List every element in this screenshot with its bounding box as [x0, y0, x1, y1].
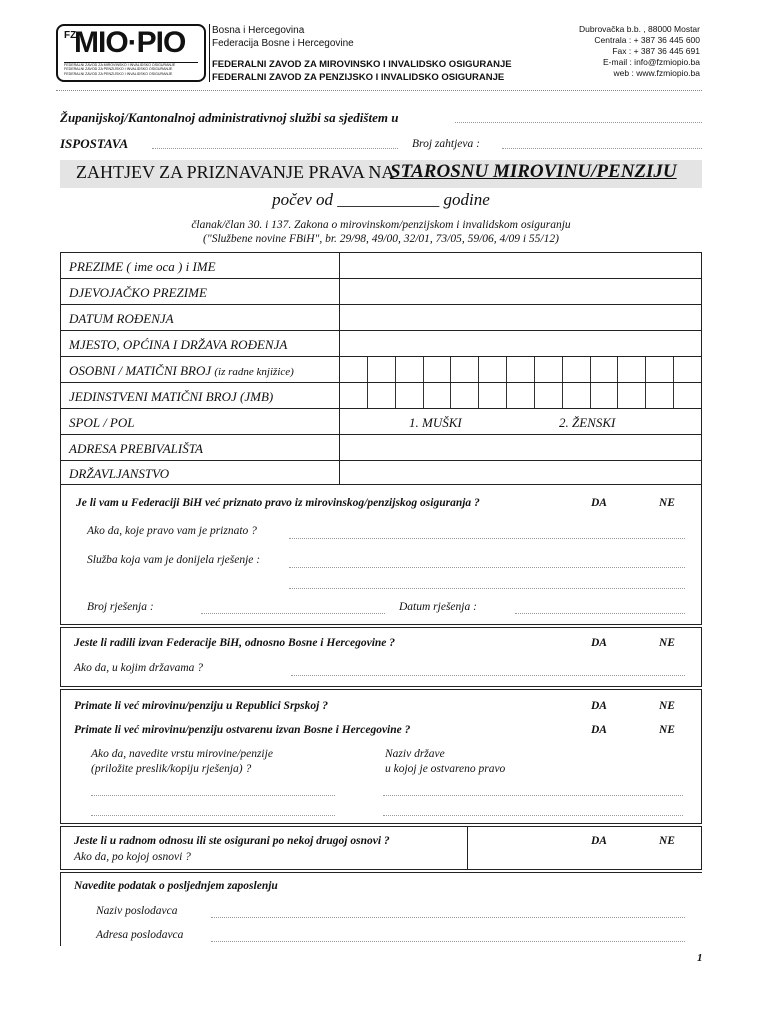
pension-state-field-2[interactable] [383, 815, 683, 816]
header-institute-1: FEDERALNI ZAVOD ZA MIROVINSKO I INVALIDSKO OSIGURANJE [212, 59, 512, 70]
employment-question: Jeste li u radnom odnosu ili ste osigurani po nekoj drugoj osnovi ? [74, 835, 390, 847]
row-id-number [61, 357, 701, 383]
ispostava-field[interactable] [152, 148, 398, 149]
work-abroad-no[interactable]: NE [659, 637, 675, 649]
page-number: 1 [697, 952, 703, 964]
pension-state-field-1[interactable] [383, 795, 683, 796]
institution-logo [56, 24, 206, 82]
row-citizenship[interactable] [61, 460, 701, 486]
pension-outside-no[interactable]: NE [659, 724, 675, 736]
request-number-field[interactable] [502, 148, 702, 149]
existing-rights-yes[interactable]: DA [591, 497, 607, 509]
header-rule [56, 90, 702, 91]
employer-address-label: Adresa poslodavca [96, 929, 184, 941]
logo-small-line-3: FEDERALNI ZAVOD ZA PENZIJSKO I INVALIDSKO OSIGURANJE [64, 72, 173, 76]
birth-date-label: DATUM ROĐENJA [69, 311, 174, 326]
header-institute-2: FEDERALNI ZAVOD ZA PENZIJSKO I INVALIDSKO OSIGURANJE [212, 72, 505, 83]
header-country: Bosna i Hercegovina [212, 25, 305, 36]
which-right-field[interactable] [289, 538, 685, 539]
pension-outside-yes[interactable]: DA [591, 724, 607, 736]
logo-prefix: FZ [64, 30, 77, 41]
section-existing-rights [60, 485, 702, 625]
birth-place-label: MJESTO, OPĆINA I DRŽAVA ROĐENJA [69, 337, 288, 352]
work-abroad-question: Jeste li radili izvan Federacije BiH, odnosno Bosne i Hercegovine ? [74, 637, 396, 649]
service-field-2[interactable] [289, 588, 685, 589]
pension-rs-no[interactable]: NE [659, 700, 675, 712]
logo-small-line-2: FEDERALNI ZAVOD ZA PENZIJSKO I INVALIDSKO OSIGURANJE [64, 67, 173, 71]
residence-label: ADRESA PREBIVALIŠTA [69, 441, 203, 456]
row-maiden-name[interactable] [61, 279, 701, 305]
row-residence[interactable] [61, 435, 701, 461]
employer-name-field[interactable] [211, 917, 685, 918]
existing-rights-question: Je li vam u Federaciji BiH već priznato pravo iz mirovinskog/penzijskog osiguranja ? [76, 497, 480, 509]
sex-label: SPOL / POL [69, 415, 135, 430]
logo-text: MIO·PIO [74, 26, 186, 59]
row-birth-place[interactable] [61, 331, 701, 357]
last-employment-title: Navedite podatak o posljednjem zaposlenju [74, 880, 278, 892]
header-phone: Centrala : + 387 36 445 600 [594, 35, 700, 45]
sex-option-male[interactable]: 1. MUŠKI [409, 415, 462, 430]
decision-number-label: Broj rješenja : [87, 601, 154, 613]
countries-field[interactable] [291, 675, 685, 676]
title-prefix: ZAHTJEV ZA PRIZNAVANJE PRAVA NA [76, 162, 395, 182]
which-right-label: Ako da, koje pravo vam je priznato ? [87, 525, 257, 537]
pension-outside-question: Primate li već mirovinu/penziju ostvarenu izvan Bosne i Hercegovine ? [74, 724, 411, 736]
employer-address-field[interactable] [211, 941, 685, 942]
pension-rs-yes[interactable]: DA [591, 700, 607, 712]
employment-yes[interactable]: DA [591, 835, 607, 847]
service-field-1[interactable] [289, 567, 685, 568]
title-banner [60, 160, 702, 188]
header-fax: Fax : + 387 36 445 691 [612, 46, 700, 56]
section-last-employment [60, 872, 702, 946]
law-reference-2: ("Službene novine FBiH", br. 29/98, 49/00, 32/01, 73/05, 59/06, 4/09 i 55/12) [203, 233, 559, 245]
request-number-label: Broj zahtjeva : [412, 138, 480, 150]
law-reference-1: članak/član 30. i 137. Zakona o mirovinskom/penzijskom i invalidskom osiguranju [191, 219, 571, 231]
countries-label: Ako da, u kojim državama ? [74, 662, 204, 674]
service-label: Služba koja vam je donijela rješenje : [87, 554, 261, 566]
id-number-cells[interactable] [340, 357, 701, 382]
work-abroad-yes[interactable]: DA [591, 637, 607, 649]
pension-rs-question: Primate li već mirovinu/penziju u Republici Srpskoj ? [74, 700, 328, 712]
row-jmb [61, 383, 701, 409]
maiden-name-label: DJEVOJAČKO PREZIME [69, 285, 207, 300]
employment-divider [467, 827, 468, 869]
pension-type-label-2: (priložite preslik/kopiju rješenja) ? [91, 763, 252, 775]
header-email: E-mail : info@fzmiopio.ba [603, 57, 700, 67]
row-sex [61, 409, 701, 435]
header-federation: Federacija Bosne i Hercegovine [212, 38, 354, 49]
existing-rights-no[interactable]: NE [659, 497, 675, 509]
pension-state-label-1: Naziv države [385, 748, 445, 760]
employment-basis-label: Ako da, po kojoj osnovi ? [74, 851, 191, 863]
header-address: Dubrovačka b.b. , 88000 Mostar [579, 24, 700, 34]
office-label: Županijskoj/Kantonalnoj administrativnoj službi sa sjedištem u [60, 110, 399, 125]
row-surname[interactable] [61, 253, 701, 279]
citizenship-label: DRŽAVLJANSTVO [69, 466, 170, 481]
logo-small-line-1: FEDERALNI ZAVOD ZA MIROVINSKO I INVALIDSKO OSIGURANJE [64, 62, 198, 67]
section-employment [60, 826, 702, 870]
title-emphasis: STAROSNU MIROVINU/PENZIJU [390, 161, 677, 182]
pension-type-field-1[interactable] [91, 795, 335, 796]
pension-type-label-1: Ako da, navedite vrstu mirovine/penzije [91, 748, 273, 760]
decision-date-field[interactable] [515, 613, 685, 614]
sex-option-female[interactable]: 2. ŽENSKI [559, 415, 616, 430]
office-field[interactable] [455, 122, 702, 123]
section-pension-received [60, 689, 702, 824]
personal-data-table [60, 252, 702, 485]
row-birth-date[interactable] [61, 305, 701, 331]
jmb-cells[interactable] [340, 383, 701, 408]
employment-no[interactable]: NE [659, 835, 675, 847]
start-date-line: počev od ____________ godine [272, 190, 490, 209]
section-work-abroad [60, 627, 702, 687]
pension-state-label-2: u kojoj je ostvareno pravo [385, 763, 506, 775]
ispostava-label: ISPOSTAVA [60, 136, 129, 151]
pension-type-field-2[interactable] [91, 815, 335, 816]
decision-date-label: Datum rješenja : [399, 601, 477, 613]
id-number-label: OSOBNI / MATIČNI BROJ (iz radne knjižice) [69, 363, 294, 378]
employer-name-label: Naziv poslodavca [96, 905, 178, 917]
header-web: web : www.fzmiopio.ba [613, 68, 700, 78]
surname-label: PREZIME ( ime oca ) i IME [69, 259, 216, 274]
decision-number-field[interactable] [201, 613, 385, 614]
header-divider [209, 24, 210, 82]
jmb-label: JEDINSTVENI MATIČNI BROJ (JMB) [69, 389, 274, 404]
